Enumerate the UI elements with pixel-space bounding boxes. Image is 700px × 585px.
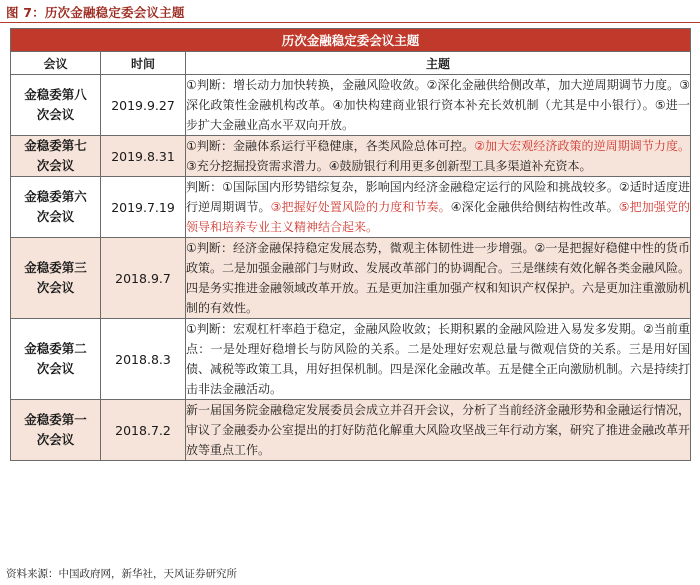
date-cell: 2018.7.2 bbox=[101, 400, 186, 461]
theme-text-segment: ①判断：经济金融保持稳定发展态势，微观主体韧性进一步增强。②一是把握好稳健中性的货币政策。二是加强金融部门与财政、发展改革部门的协调配合。三是继续有效化解各类金融风险。四是务实推进金融领域改革开放。五是更加注重加强产权和知识产权保护。六是更加注重激励机制的有效性。 bbox=[186, 241, 691, 315]
meeting-cell bbox=[11, 177, 101, 238]
table-row bbox=[11, 400, 691, 461]
theme-cell bbox=[186, 177, 691, 238]
theme-cell bbox=[186, 400, 691, 461]
theme-text-segment: ④深化金融供给侧结构性改革。 bbox=[450, 200, 619, 214]
meeting-name-line: 金稳委第二 bbox=[24, 341, 87, 356]
meeting-name-line: 金稳委第一 bbox=[24, 412, 87, 427]
theme-text-segment: ②加大宏观经济政策的逆周期调节力度。 bbox=[474, 139, 691, 153]
title-divider bbox=[0, 22, 700, 23]
meeting-name-line: 次会议 bbox=[36, 432, 75, 447]
theme-text-segment: 新一届国务院金融稳定发展委员会成立并召开会议，分析了当前经济金融形势和金融运行情况，审议了金融委办公室提出的打好防范化解重大风险攻坚战三年行动方案，研究了推进金融改革开放等重点工作。 bbox=[186, 403, 691, 457]
figure-title: 图 7：历次金融稳定委会议主题 bbox=[6, 5, 185, 20]
meeting-cell bbox=[11, 75, 101, 136]
meeting-name-line: 金稳委第七 bbox=[24, 138, 87, 153]
theme-cell bbox=[186, 319, 691, 400]
theme-cell bbox=[186, 136, 691, 177]
theme-cell bbox=[186, 238, 691, 319]
date-cell: 2018.9.7 bbox=[101, 238, 186, 319]
meeting-name-line: 次会议 bbox=[36, 107, 75, 122]
source-note: 资料来源：中国政府网，新华社，天风证券研究所 bbox=[6, 568, 237, 580]
header-date: 时间 bbox=[101, 52, 186, 75]
meeting-cell bbox=[11, 400, 101, 461]
table-row bbox=[11, 319, 691, 400]
theme-text-segment: ③充分挖掘投资需求潜力。④鼓励银行利用更多创新型工具多渠道补充资本。 bbox=[186, 159, 592, 173]
meeting-cell bbox=[11, 238, 101, 319]
theme-text-segment: 判断：①国际国内形势错综复杂，影响国内经济金融稳定运行的风险和挑战较多。②适时适度进行逆周期调节。 bbox=[186, 180, 690, 214]
meeting-name-line: 次会议 bbox=[36, 361, 75, 376]
theme-text-segment: ③把握好处置风险的力度和节奏。 bbox=[270, 200, 451, 214]
header-meeting: 会议 bbox=[11, 52, 101, 75]
theme-text-segment: ①判断：宏观杠杆率趋于稳定，金融风险收敛；长期积累的金融风险进入易发多发期。②当前重点：一是处理好稳增长与防风险的关系。二是处理好宏观总量与微观信贷的关系。三是用好国债、减税等政策工具，用好担保机制。四是深化金融改革。五是健全正向激励机制。六是持续打击非法金融活动。 bbox=[186, 322, 691, 396]
table-row bbox=[11, 75, 691, 136]
header-theme: 主题 bbox=[186, 52, 691, 75]
meeting-name-line: 次会议 bbox=[36, 280, 75, 295]
date-cell: 2018.8.3 bbox=[101, 319, 186, 400]
meeting-name-line: 次会议 bbox=[36, 158, 75, 173]
table-row bbox=[11, 177, 691, 238]
meeting-cell bbox=[11, 319, 101, 400]
meetings-table bbox=[10, 28, 691, 461]
table-row bbox=[11, 136, 691, 177]
theme-text-segment: ①判断：金融体系运行平稳健康，各类风险总体可控。 bbox=[186, 139, 475, 153]
meeting-name-line: 次会议 bbox=[36, 209, 75, 224]
theme-text-segment: ①判断：增长动力加快转换，金融风险收敛。②深化金融供给侧改革，加大逆周期调节力度。③深化政策性金融机构改革。④加快构建商业银行资本补充长效机制（尤其是中小银行）。⑤进一步扩大金融业高水平双向开放。 bbox=[186, 78, 690, 132]
date-cell: 2019.7.19 bbox=[101, 177, 186, 238]
date-cell: 2019.8.31 bbox=[101, 136, 186, 177]
table-body bbox=[11, 75, 691, 461]
meeting-name-line: 金稳委第三 bbox=[24, 260, 87, 275]
theme-cell bbox=[186, 75, 691, 136]
table-row bbox=[11, 238, 691, 319]
meeting-cell bbox=[11, 136, 101, 177]
meeting-name-line: 金稳委第八 bbox=[24, 87, 87, 102]
table-banner: 历次金融稳定委会议主题 bbox=[11, 29, 691, 52]
date-cell: 2019.9.27 bbox=[101, 75, 186, 136]
meeting-name-line: 金稳委第六 bbox=[24, 189, 87, 204]
theme-text-segment: ⑤把加强党的领导和培养专业主义精神结合起来。 bbox=[186, 200, 690, 234]
